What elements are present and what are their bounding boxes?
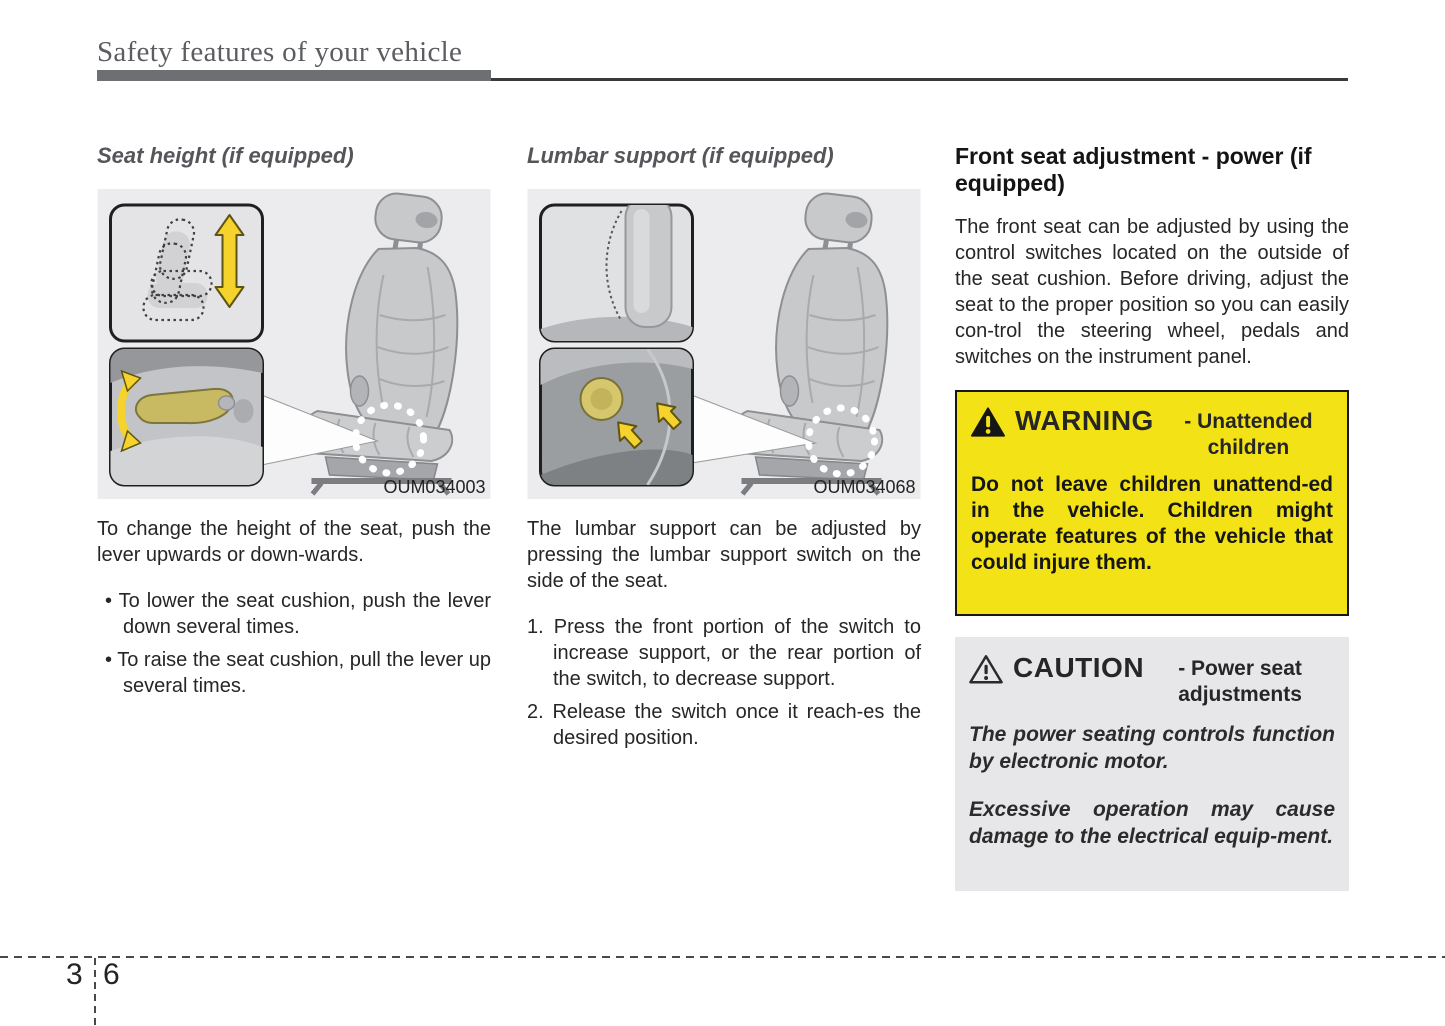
- warning-triangle-icon: [971, 407, 1005, 443]
- figure-code-label: OUM034003: [383, 477, 486, 497]
- caution-body-2: Excessive operation may cause damage to the electrical equip-ment.: [969, 798, 1335, 848]
- column-seat-height: [97, 143, 491, 699]
- header-rule: [491, 78, 1348, 81]
- lumbar-step-2: 2. Release the switch once it reach-es the desired position.: [527, 701, 921, 749]
- power-adjustment-heading: Front seat adjustment - power (if equipped): [955, 143, 1312, 196]
- lumbar-step-1: 1. Press the front portion of the switch to increase support, or the rear portion of the switch, to decrease support.: [527, 616, 921, 690]
- seat-height-heading: Seat height (if equipped): [97, 143, 354, 168]
- seat-height-bullet-1: • To lower the seat cushion, push the lever down several times.: [105, 590, 491, 638]
- lumbar-support-heading: Lumbar support (if equipped): [527, 143, 834, 168]
- warning-box: [955, 390, 1349, 616]
- page-title: Safety features of your vehicle: [97, 36, 463, 68]
- caution-label: CAUTION: [1013, 652, 1145, 683]
- lumbar-support-figure: [527, 189, 921, 499]
- footer-dashed-divider: [94, 958, 96, 1026]
- footer-dashed-rule: [0, 956, 1445, 958]
- inset-height-lever: [111, 349, 263, 485]
- seat-height-intro: To change the height of the seat, push the lever upwards or down-wards.: [97, 518, 491, 566]
- caution-triangle-icon: [969, 654, 1003, 690]
- caution-topic: - Power seat adjustments: [1178, 657, 1302, 706]
- inset-lumbar-switch: [541, 349, 693, 485]
- column-power-adjustment: [955, 143, 1349, 891]
- caution-body-1: The power seating controls function by electronic motor.: [969, 723, 1335, 773]
- warning-header: [971, 405, 1333, 461]
- warning-topic: - Unattended children: [1184, 410, 1313, 459]
- header-accent-bar: [97, 70, 491, 81]
- inset-height-motion: [111, 205, 263, 341]
- inset-lumbar-profile: [541, 197, 693, 341]
- seat-height-figure: [97, 189, 491, 499]
- caution-box: [955, 637, 1349, 891]
- footer-page-number: 6: [103, 958, 120, 991]
- lumbar-support-intro: The lumbar support can be adjusted by pressing the lumbar support switch on the side of the seat.: [527, 518, 921, 592]
- warning-label: WARNING: [1015, 405, 1154, 436]
- seat-height-bullet-2: • To raise the seat cushion, pull the lever up several times.: [105, 649, 491, 697]
- warning-body: Do not leave children unattend-ed in the vehicle. Children might operate features of the vehicle that could injure them.: [971, 473, 1333, 574]
- footer-chapter-number: 3: [66, 958, 83, 991]
- column-lumbar-support: [527, 143, 921, 751]
- caution-header: [969, 652, 1335, 708]
- power-adjustment-intro: The front seat can be adjusted by using the control switches located on the outside of the seat cushion. Before driving, adjust the seat to the proper position so you can easily con-trol the steering wheel, pedals and switches on the instrument panel.: [955, 216, 1349, 368]
- figure-code-label: OUM034068: [813, 477, 916, 497]
